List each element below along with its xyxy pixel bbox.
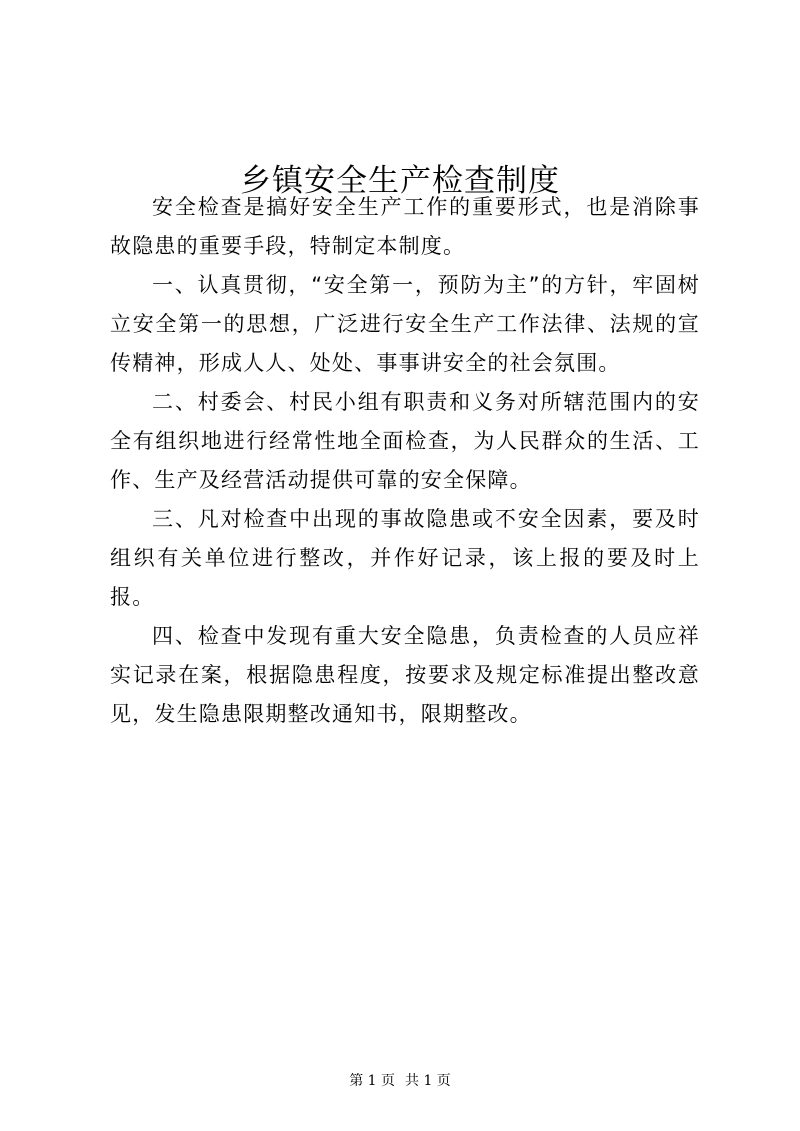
paragraph-item-3: 三、凡对检查中出现的事故隐患或不安全因素，要及时组织有关单位进行整改，并作好记录，该上报的要及时上报。 (110, 507, 700, 609)
paragraph-item-4: 四、检查中发现有重大安全隐患，负责检查的人员应祥实记录在案，根据隐患程度，按要求及规定标准提出整改意见，发生隐患限期整改通知书，限期整改。 (110, 624, 700, 726)
paragraph-intro: 安全检查是搞好安全生产工作的重要形式，也是消除事故隐患的重要手段，特制定本制度。 (110, 195, 700, 258)
paragraph-item-1: 一、认真贯彻，“安全第一，预防为主”的方针，牢固树立安全第一的思想，广泛进行安全生产工作法律、法规的宣传精神，形成人人、处处、事事讲安全的社会氛围。 (110, 273, 700, 375)
page-footer (0, 1071, 800, 1091)
page-number: 第 1 页 (349, 1073, 395, 1089)
paragraph-item-2: 二、村委会、村民小组有职责和义务对所辖范围内的安全有组织地进行经常性地全面检查，为人民群众的生活、工作、生产及经营活动提供可靠的安全保障。 (110, 390, 700, 492)
document-body (110, 188, 700, 734)
page-total: 共 1 页 (405, 1073, 451, 1089)
document-title: 乡镇安全生产检查制度 (240, 162, 560, 199)
